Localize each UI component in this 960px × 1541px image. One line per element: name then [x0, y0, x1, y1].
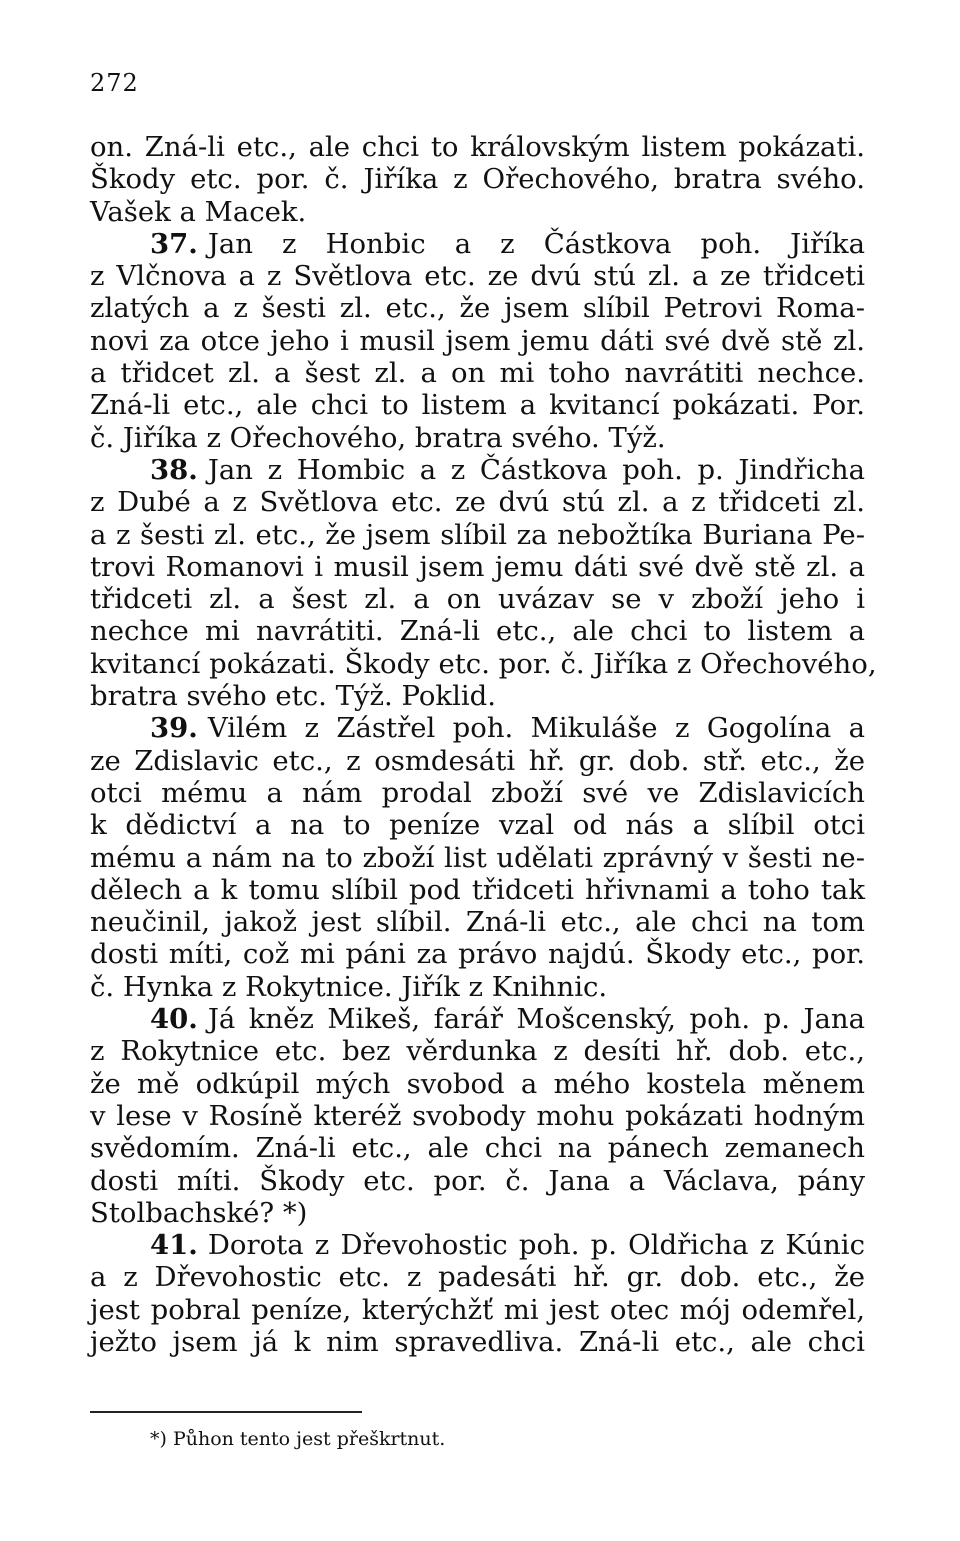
text-line: svědomím. Zná-li etc., ale chci na pánech zemanech [90, 1132, 865, 1165]
text-line: ježto jsem já k nim spravedliva. Zná-li etc., ale chci [90, 1325, 865, 1358]
entry-first-line [90, 1229, 865, 1261]
text-line: Vašek a Macek. [90, 195, 307, 228]
text-line: jest pobral peníze, kterýchžť mi jest otec mój odemřel, [90, 1293, 865, 1326]
text-line: dělech a k tomu slíbil pod třidceti hřivnami a toho tak [90, 873, 865, 906]
text-line: z Rokytnice etc. bez věrdunka z desíti hř. dob. etc., [90, 1035, 865, 1068]
text-line: č. Hynka z Rokytnice. Jiřík z Knihnic. [90, 970, 608, 1003]
entry-39 [90, 712, 865, 1003]
text-line: č. Jiříka z Ořechového, bratra svého. Týž. [90, 421, 666, 454]
text-line: a třidcet zl. a šest zl. a on mi toho navrátiti nechce. [90, 357, 865, 390]
text-line: bratra svého etc. Týž. Poklid. [90, 680, 497, 713]
entry-first-line [90, 454, 865, 486]
text-line: ze Zdislavic etc., z osmdesáti hř. gr. dob. stř. etc., že [90, 744, 865, 777]
entry-41 [90, 1229, 865, 1358]
text-line: k dědictví a na to peníze vzal od nás a slíbil otci [90, 809, 865, 842]
text-line: a z šesti zl. etc., že jsem slíbil za nebožtíka Buriana Pe- [90, 518, 865, 551]
footnote: *) Půhon tento jest přeškrtnut. [150, 1428, 446, 1450]
text-line: Dorota z Dřevohostic poh. p. Oldřicha z Kúnic [207, 1229, 865, 1262]
text-line: dosti míti. Škody etc. por. č. Jana a Václava, pány [90, 1164, 865, 1197]
text-line: Jan z Honbic a z Částkova poh. Jiříka [207, 227, 865, 260]
text-line: dosti míti, což mi páni za právo najdú. Škody etc., por. [90, 938, 865, 971]
entry-40 [90, 1003, 865, 1229]
entry-first-line [90, 228, 865, 260]
paragraph [90, 131, 865, 228]
text-line: neučinil, jakož jest slíbil. Zná-li etc., ale chci na tom [90, 906, 865, 939]
footnote-separator [90, 1411, 362, 1413]
text-line: on. Zná-li etc., ale chci to královským listem pokázati. [90, 131, 865, 163]
entry-number: 37. [150, 227, 198, 260]
entry-number: 41. [150, 1229, 198, 1262]
body-text [90, 131, 877, 1358]
text-line: otci mému a nám prodal zboží své ve Zdislavicích [90, 776, 865, 809]
text-line: trovi Romanovi i musil jsem jemu dáti své dvě stě zl. a [90, 550, 865, 583]
text-line: Škody etc. por. č. Jiříka z Ořechového, bratra svého. [90, 163, 865, 196]
entry-38 [90, 453, 877, 713]
text-line: kvitancí pokázati. Škody etc. por. č. Jiříka z Ořechového, [90, 647, 877, 680]
text-line: Já kněz Mikeš, farář Mošcenský, poh. p. Jana [207, 1003, 865, 1036]
entry-number: 38. [150, 453, 198, 486]
text-line: Zná-li etc., ale chci to listem a kvitancí pokázati. Por. [90, 389, 865, 422]
entry-number: 39. [150, 712, 198, 745]
page-number: 272 [90, 69, 139, 97]
text-line: a z Dřevohostic etc. z padesáti hř. gr. dob. etc., že [90, 1261, 865, 1294]
entry-first-line [90, 712, 865, 744]
text-line: z Dubé a z Světlova etc. ze dvú stú zl. a z třidceti zl. [90, 486, 865, 519]
text-line: Vilém z Zástřel poh. Mikuláše z Gogolína a [207, 712, 865, 745]
text-line: zlatých a z šesti zl. etc., že jsem slíbil Petrovi Roma- [90, 292, 865, 325]
text-line: novi za otce jeho i musil jsem jemu dáti své dvě stě zl. [90, 324, 865, 357]
text-line: nechce mi navrátiti. Zná-li etc., ale chci to listem a [90, 615, 865, 648]
text-line: v lese v Rosíně kteréž svobody mohu pokázati hodným [90, 1099, 865, 1132]
text-line: že mě odkúpil mých svobod a mého kostela měnem [90, 1067, 865, 1100]
text-line: Stolbachské? *) [90, 1196, 308, 1229]
text-line: mému a nám na to zboží list udělati zprávný v šesti ne- [90, 841, 865, 874]
text-line: z Vlčnova a z Světlova etc. ze dvú stú zl. a ze třidceti [90, 260, 865, 293]
text-line: třidceti zl. a šest zl. a on uvázav se v zboží jeho i [90, 583, 865, 616]
entry-first-line [90, 1003, 865, 1035]
entry-37 [90, 228, 865, 454]
entry-number: 40. [150, 1003, 198, 1036]
text-line: Jan z Hombic a z Částkova poh. p. Jindřicha [207, 453, 865, 486]
